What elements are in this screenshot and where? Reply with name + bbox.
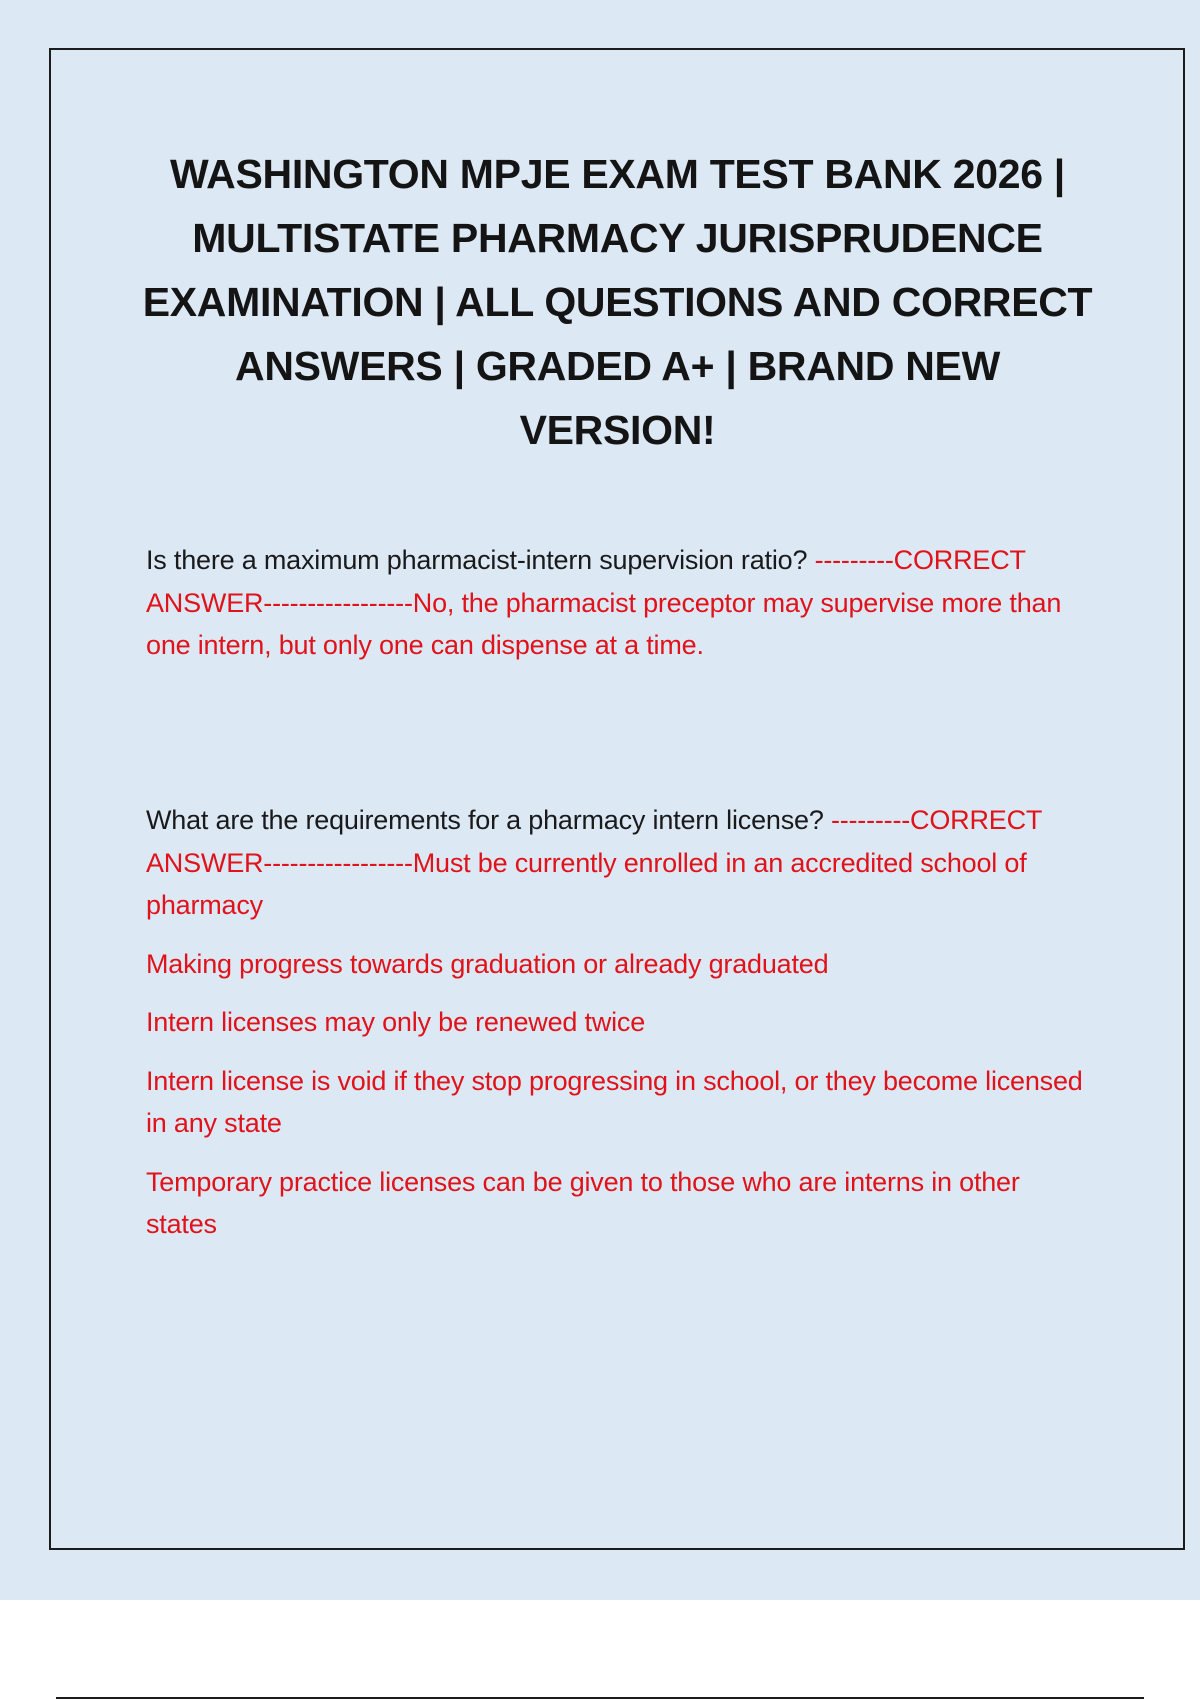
qa-block-2 [146,799,1096,1246]
correct-answer-marker-2: ---------CORRECT ANSWER----------------- [146,805,1042,878]
document-title: WASHINGTON MPJE EXAM TEST BANK 2026 | MULTISTATE PHARMACY JURISPRUDENCE EXAMINATION | ALL QUESTIONS AND CORRECT ANSWERS | GRADED A+ | BRAND NEW VERSION! [142,151,1093,453]
question-2-text: What are the requirements for a pharmacy intern license? [146,805,831,835]
answer-2-text: Must be currently enrolled in an accredited school of pharmacy [146,847,1027,920]
correct-answer-marker-1: ---------CORRECT ANSWER----------------- [146,545,1026,618]
answer-2-line: Intern licenses may only be renewed twice [146,1007,646,1037]
answer-2-line: Intern license is void if they stop progressing in school, or they become licensed in any state [146,1065,1083,1138]
question-1-text: Is there a maximum pharmacist-intern supervision ratio? [146,545,815,575]
answer-2-line: Making progress towards graduation or already graduated [146,948,829,979]
qa-2-paragraph [146,799,1096,927]
qa-block-1 [146,539,1096,667]
answer-2-line: Temporary practice licenses can be given to those who are interns in other states [146,1166,1020,1239]
qa-1-paragraph [146,539,1096,667]
answer-1-text: No, the pharmacist preceptor may supervise more than one intern, but only one can dispense at a time. [146,587,1062,660]
footer-rule [56,1697,1144,1699]
